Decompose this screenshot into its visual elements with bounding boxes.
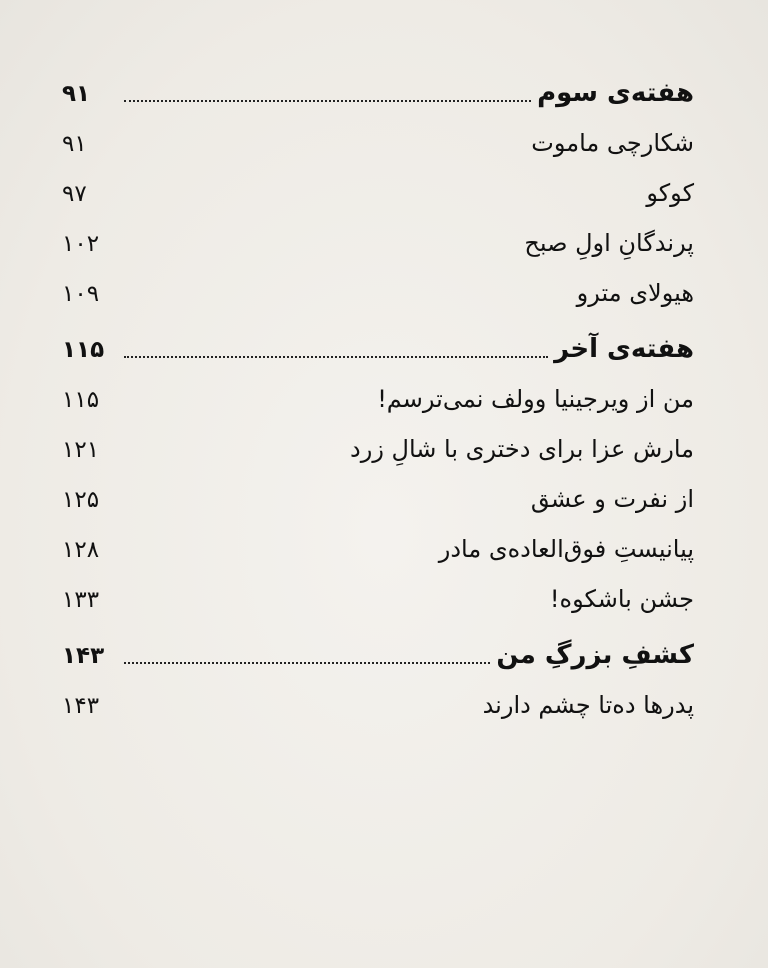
- toc-entry-page: ۱۴۳: [62, 693, 100, 719]
- toc-entry-page: ۱۰۲: [62, 231, 100, 257]
- toc-entry-title: هفته‌ی سوم: [537, 78, 694, 108]
- toc-entry-title: پرندگانِ اولِ صبح: [524, 229, 694, 257]
- toc-entry: [62, 474, 694, 524]
- toc-entry-title: هیولای مترو: [576, 279, 694, 307]
- toc-entry-title: مارش عزا برای دختری با شالِ زرد: [350, 435, 694, 463]
- toc-entry: [62, 574, 694, 624]
- toc-entry: [62, 168, 694, 218]
- toc-entry-page: ۱۱۵: [62, 337, 105, 363]
- toc-entry: [62, 374, 694, 424]
- toc-entry: [62, 118, 694, 168]
- toc-entry-title: پدرها ده‌تا چشم دارند: [482, 691, 694, 719]
- toc-section-heading: [62, 630, 694, 680]
- toc-entry-page: ۱۲۵: [62, 487, 100, 513]
- toc-entry: [62, 218, 694, 268]
- dot-leader: [124, 99, 531, 102]
- toc-entry-title: شکارچی ماموت: [531, 129, 694, 157]
- dot-leader: [124, 355, 548, 358]
- toc-entry-title: کشفِ بزرگِ من: [496, 640, 694, 670]
- toc-entry-title: هفته‌ی آخر: [554, 334, 694, 364]
- toc-entry-title: کوکو: [646, 179, 694, 207]
- toc-entry: [62, 524, 694, 574]
- toc-entry-title: جشن باشکوه!: [549, 585, 694, 613]
- toc-entry-title: پیانیستِ فوق‌العاده‌ی مادر: [438, 535, 694, 563]
- dot-leader: [124, 661, 490, 664]
- toc-entry-page: ۱۲۸: [62, 537, 100, 563]
- toc-entry-title: من از ویرجینیا وولف نمی‌ترسم!: [377, 385, 694, 413]
- toc-entry-page: ۹۱: [62, 131, 87, 157]
- toc-section-heading: [62, 68, 694, 118]
- toc-entry: [62, 680, 694, 730]
- toc-entry-page: ۱۲۱: [62, 437, 100, 463]
- table-of-contents: [62, 68, 694, 730]
- toc-entry-title: از نفرت و عشق: [530, 485, 694, 513]
- toc-entry-page: ۹۱: [62, 81, 91, 107]
- toc-entry: [62, 424, 694, 474]
- toc-entry-page: ۱۱۵: [62, 387, 100, 413]
- toc-entry-page: ۹۷: [62, 181, 87, 207]
- toc-entry-page: ۱۴۳: [62, 643, 105, 669]
- toc-entry: [62, 268, 694, 318]
- toc-section-heading: [62, 324, 694, 374]
- toc-entry-page: ۱۳۳: [62, 587, 100, 613]
- toc-entry-page: ۱۰۹: [62, 281, 100, 307]
